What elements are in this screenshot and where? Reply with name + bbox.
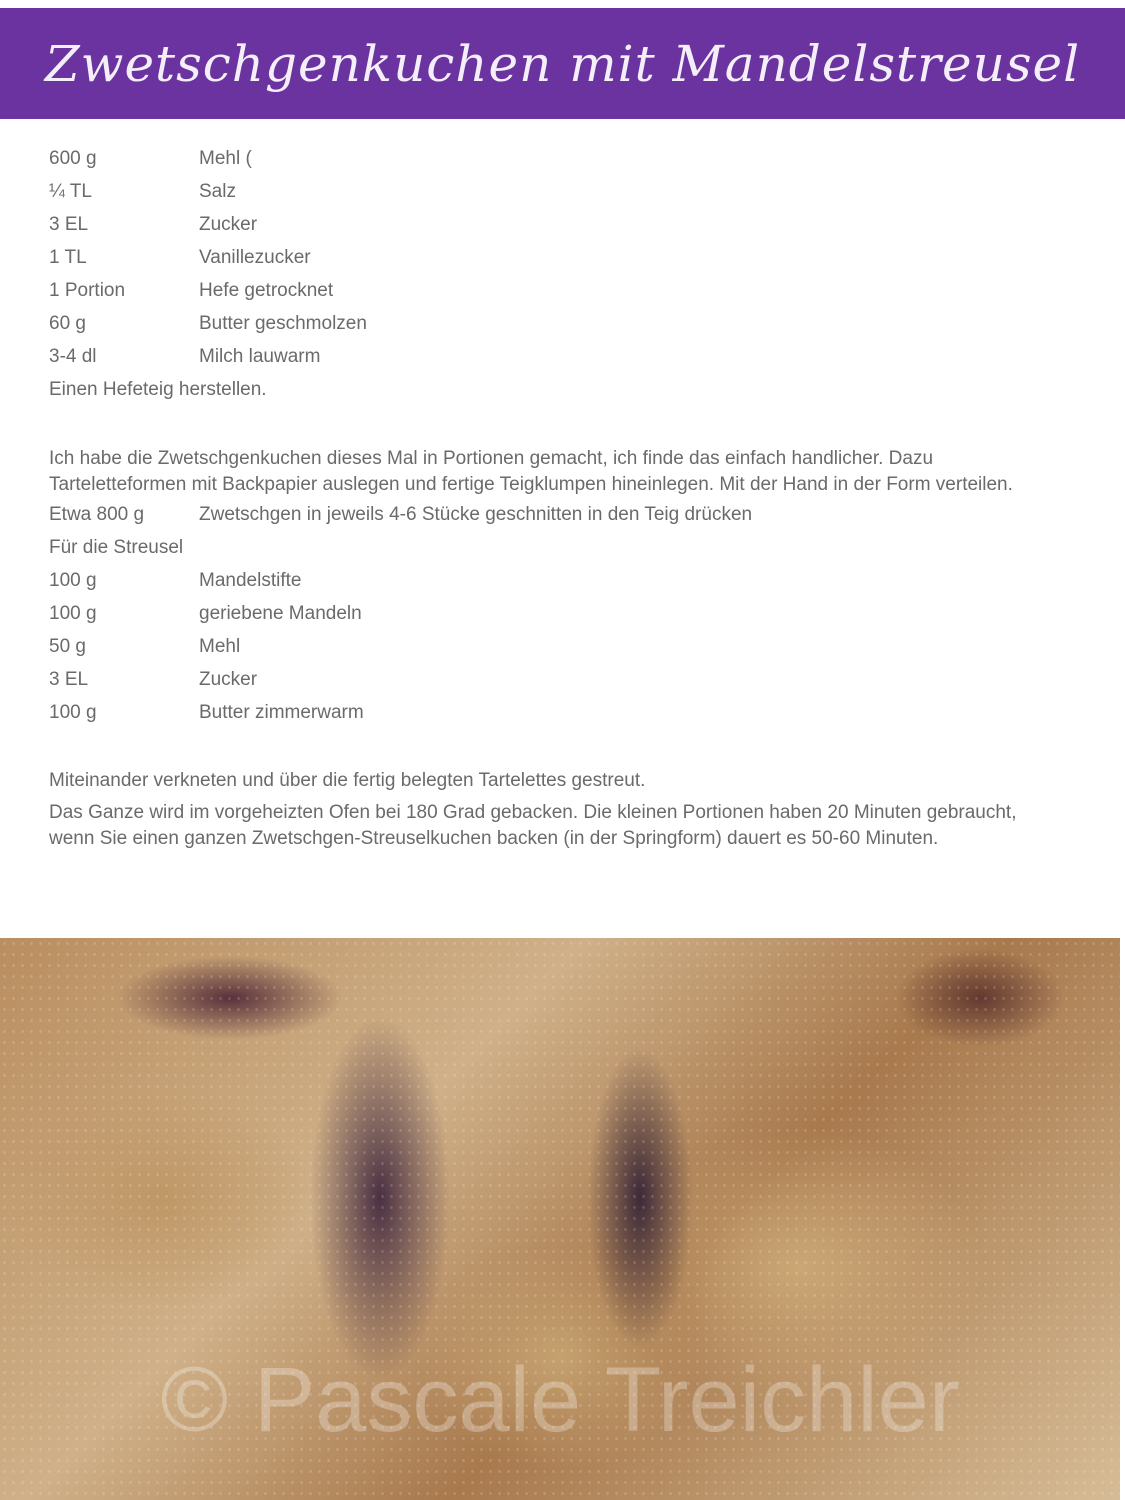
ingredient-row [49,597,1059,630]
ingredient-row [49,663,1059,696]
ingredient-qty: 100 g [49,602,97,624]
ingredient-row [49,241,1059,274]
ingredient-name: Hefe getrocknet [199,279,334,301]
baking-paragraph: Das Ganze wird im vorgeheizten Ofen bei 180 Grad gebacken. Die kleinen Portionen haben 20 Minuten gebraucht, wenn Sie einen ganzen Zwetschgen-Streuselkuchen backen (in der Springform) dauert es 50-60 Minuten. [49,802,1017,849]
recipe-body [49,142,1059,852]
plum-cake-photo [0,938,1120,1500]
ingredient-qty: Etwa 800 g [49,503,145,525]
ingredient-row [49,696,1059,729]
ingredient-qty: 50 g [49,635,86,657]
ingredient-row [49,175,1059,208]
ingredient-name: Mehl ( [199,147,252,169]
ingredient-qty: 1 Portion [49,279,126,301]
streusel-step: Miteinander verkneten und über die fertig belegten Tartelettes gestreut. [49,769,646,791]
spacer [49,729,1059,764]
ingredient-name: Milch lauwarm [199,345,321,367]
ingredient-qty: 600 g [49,147,97,169]
ingredient-name: Zucker [199,668,258,690]
ingredient-name: Mandelstifte [199,569,302,591]
ingredient-row [49,274,1059,307]
ingredient-row [49,564,1059,597]
ingredient-row [49,630,1059,663]
ingredient-row [49,340,1059,373]
ingredient-row [49,142,1059,175]
dough-step: Einen Hefeteig herstellen. [49,378,267,400]
streusel-ingredient-list [49,564,1059,729]
ingredient-qty: 3 EL [49,213,89,235]
ingredient-name: Zwetschgen in jeweils 4-6 Stücke geschnitten in den Teig drücken [199,503,753,525]
ingredient-name: Vanillezucker [199,246,311,268]
ingredient-name: Butter geschmolzen [199,312,367,334]
ingredient-name: Zucker [199,213,258,235]
dough-ingredient-list [49,142,1059,373]
ingredient-qty: 60 g [49,312,86,334]
ingredient-name: geriebene Mandeln [199,602,362,624]
ingredient-row [49,307,1059,340]
ingredient-name: Mehl [199,635,241,657]
spacer [49,406,1059,446]
plums-row [49,498,1059,531]
streusel-heading: Für die Streusel [49,536,184,558]
ingredient-qty: 100 g [49,701,97,723]
ingredient-qty: 1 TL [49,246,87,268]
ingredient-qty: ¼ TL [49,180,92,202]
copyright-watermark: © Pascale Treichler [160,1349,960,1451]
portions-paragraph: Ich habe die Zwetschgenkuchen dieses Mal in Portionen gemacht, ich finde das einfach handlicher. Dazu Tarteletteformen mit Backpapier auslegen und fertige Teigklumpen hineinlegen. Mit der Hand in der Form verteilen. [49,448,1013,495]
ingredient-qty: 3-4 dl [49,345,97,367]
ingredient-qty: 3 EL [49,668,89,690]
ingredient-name: Butter zimmerwarm [199,701,364,723]
title-banner [0,8,1125,119]
ingredient-row [49,208,1059,241]
page-title: Zwetschgenkuchen mit Mandelstreusel [44,34,1081,93]
ingredient-name: Salz [199,180,236,202]
ingredient-qty: 100 g [49,569,97,591]
